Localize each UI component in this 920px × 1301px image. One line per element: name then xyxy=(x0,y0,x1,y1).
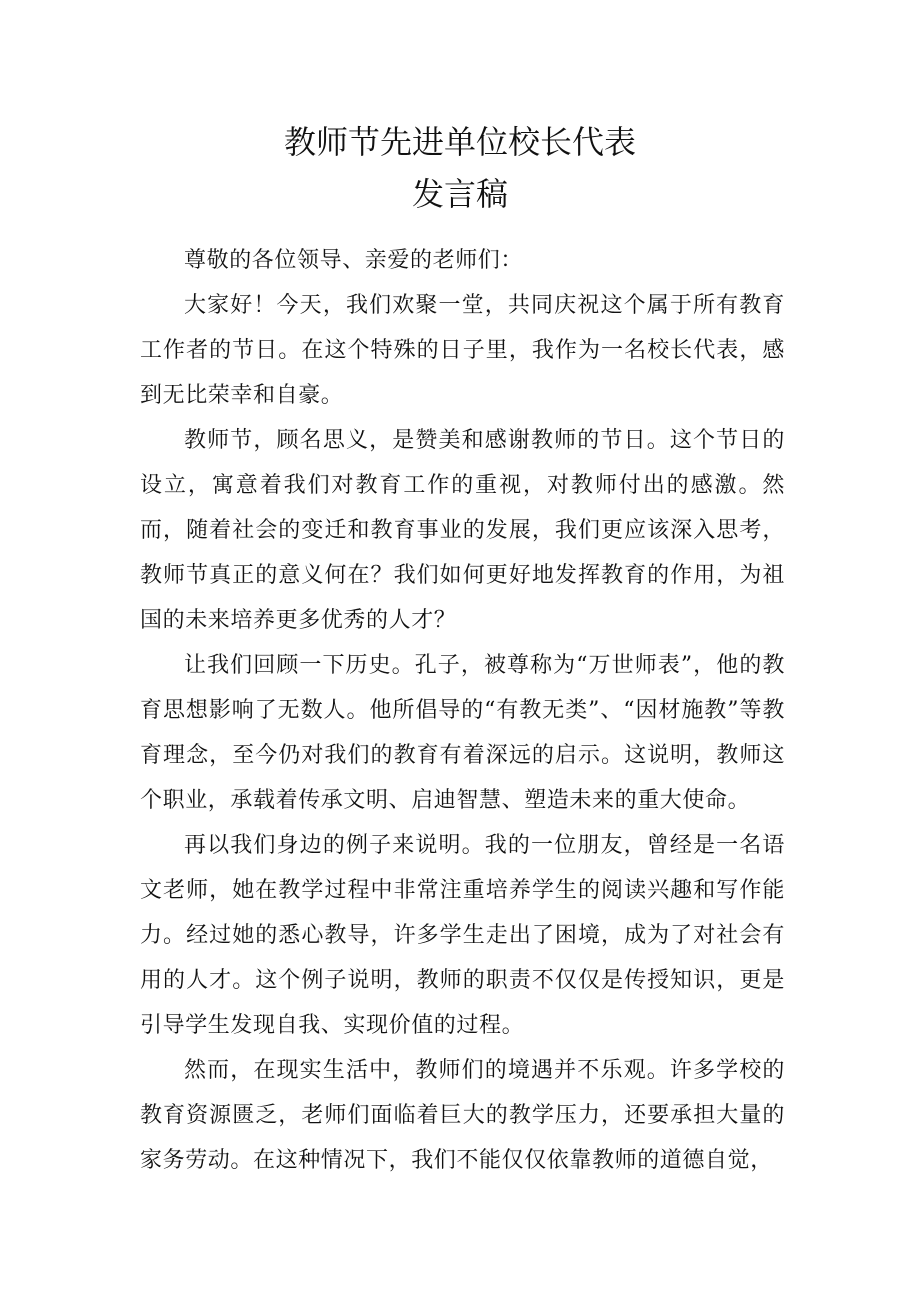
document-body xyxy=(140,238,785,1183)
paragraph: 教师节，顾名思义，是赞美和感谢教师的节日。这个节日的设立，寓意着我们对教育工作的重视，对教师付出的感激。然而，随着社会的变迁和教育事业的发展，我们更应该深入思考，教师节真正的意义何在？我们如何更好地发挥教育的作用，为祖国的未来培养更多优秀的人才？ xyxy=(140,428,785,633)
paragraph: 再以我们身边的例子来说明。我的一位朋友，曾经是一名语文老师，她在教学过程中非常注重培养学生的阅读兴趣和写作能力。经过她的悉心教导，许多学生走出了困境，成为了对社会有用的人才。这个例子说明，教师的职责不仅仅是传授知识，更是引导学生发现自我、实现价值的过程。 xyxy=(140,833,785,1038)
title-line-2: 发言稿 xyxy=(411,175,508,213)
paragraph: 然而，在现实生活中，教师们的境遇并不乐观。许多学校的教育资源匮乏，老师们面临着巨大的教学压力，还要承担大量的家务劳动。在这种情况下，我们不能仅仅依靠教师的道德自觉， xyxy=(140,1058,785,1173)
paragraph-salutation: 尊敬的各位领导、亲爱的老师们： xyxy=(184,248,524,273)
paragraph: 让我们回顾一下历史。孔子，被尊称为“万世师表”，他的教育思想影响了无数人。他所倡导的“有教无类”、“因材施教”等教育理念，至今仍对我们的教育有着深远的启示。这说明，教师这个职业，承载着传承文明、启迪智慧、塑造未来的重大使命。 xyxy=(140,653,785,813)
title-line-1: 教师节先进单位校长代表 xyxy=(283,123,636,161)
document-title xyxy=(0,118,920,218)
paragraph: 大家好！今天，我们欢聚一堂，共同庆祝这个属于所有教育工作者的节日。在这个特殊的日子里，我作为一名校长代表，感到无比荣幸和自豪。 xyxy=(140,293,785,408)
